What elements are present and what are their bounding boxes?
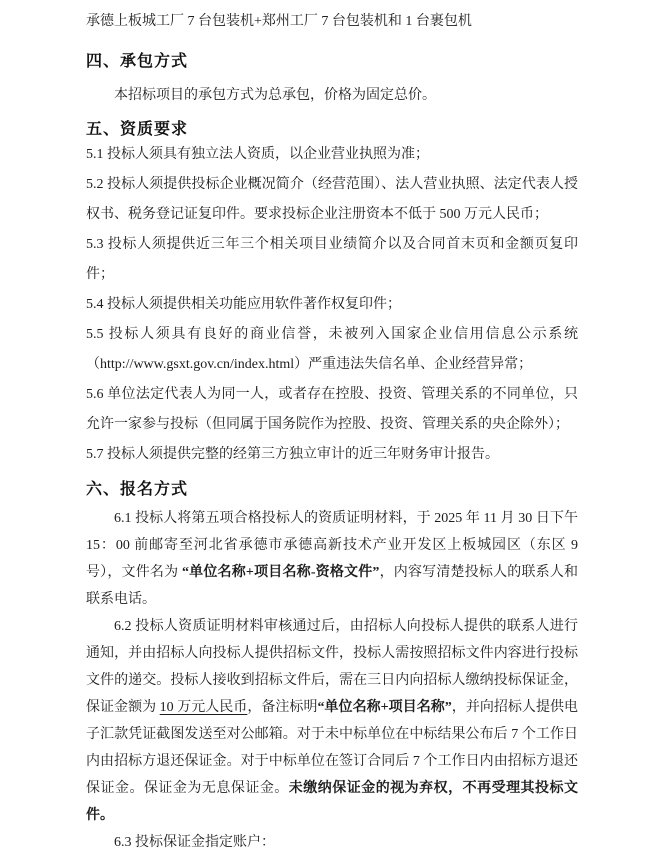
- clause-5-7: 5.7 投标人须提供完整的经第三方独立审计的近三年财务审计报告。: [86, 447, 499, 462]
- remark-format-bold: “单位名称+项目名称”: [317, 700, 452, 715]
- clause-5-5: 5.5 投标人须具有良好的商业信誉，未被列入国家企业信用信息公示系统（http://www.gsxt.gov.cn/index.html）严重违法失信名单、企业经营异常；: [86, 327, 578, 372]
- section6-heading: 六、报名方式: [86, 481, 189, 498]
- section4-body: 本招标项目的承包方式为总承包，价格为固定总价。: [114, 88, 436, 103]
- filename-format-bold: “单位名称+项目名称-资格文件”: [181, 565, 380, 580]
- clause-5-6: 5.6 单位法定代表人为同一人，或者存在控股、投资、管理关系的不同单位，只允许一家参与投标（但同属于国务院作为控股、投资、管理关系的央企除外）；: [86, 387, 578, 432]
- section4-heading: 四、承包方式: [86, 53, 189, 70]
- clause-6-1-tail: ，内容写清楚投标人的联系人和联系电话。: [86, 565, 579, 607]
- section6-clauses: [86, 505, 578, 856]
- clause-6-3: 6.3 投标保证金指定账户：: [114, 835, 275, 850]
- section5-heading: 五、资质要求: [86, 121, 189, 138]
- clause-5-3: 5.3 投标人须提供近三年三个相关项目业绩简介以及合同首末页和金额页复印件；: [86, 237, 578, 282]
- forfeit-warning-bold: 未缴纳保证金的视为弃权，不再受理其投标文件。: [86, 781, 579, 823]
- clause-6-1-text: 6.1 投标人将第五项合格投标人的资质证明材料，于 2025 年 11 月 30 日下午 15：00 前邮寄至河北省承德市承德高新技术产业开发区上板城园区（东区 9 号），文件名为: [86, 511, 578, 580]
- clause-5-4: 5.4 投标人须提供相关功能应用软件著作权复印件；: [86, 297, 401, 312]
- clause-5-2: 5.2 投标人须提供投标企业概况简介（经营范围）、法人营业执照、法定代表人授权书、税务登记证复印件。要求投标企业注册资本不低于 500 万元人民币；: [86, 177, 578, 222]
- clause-6-1: [86, 505, 578, 613]
- clause-5-1: 5.1 投标人须具有独立法人资质，以企业营业执照为准；: [86, 147, 429, 162]
- section5-clauses: [86, 140, 578, 470]
- continuation-line: 承德上板城工厂 7 台包装机+郑州工厂 7 台包装机和 1 台裹包机: [86, 14, 472, 29]
- clause-6-2-text: 6.2 投标人资质证明材料审核通过后，由招标人向投标人提供的联系人进行通知，并由招标人向投标人提供招标文件，投标人需按照招标文件内容进行投标文件的递交。投标人接收到招标文件后，需在三日内向招标人缴纳投标保证金，保证金额为: [86, 619, 578, 715]
- clause-6-2-mid: ，备注标明: [247, 700, 318, 715]
- clause-6-2-tail: ，并向招标人提供电子汇款凭证截图发送至对公邮箱。对于未中标单位在中标结果公布后 7 个工作日内由招标方退还保证金。对于中标单位在签订合同后 7 个工作日内由招标方退还保证金。保证金为无息保证金。: [86, 700, 579, 796]
- clause-6-2: [86, 613, 578, 829]
- deposit-amount-underlined: 10 万元人民币: [159, 700, 248, 715]
